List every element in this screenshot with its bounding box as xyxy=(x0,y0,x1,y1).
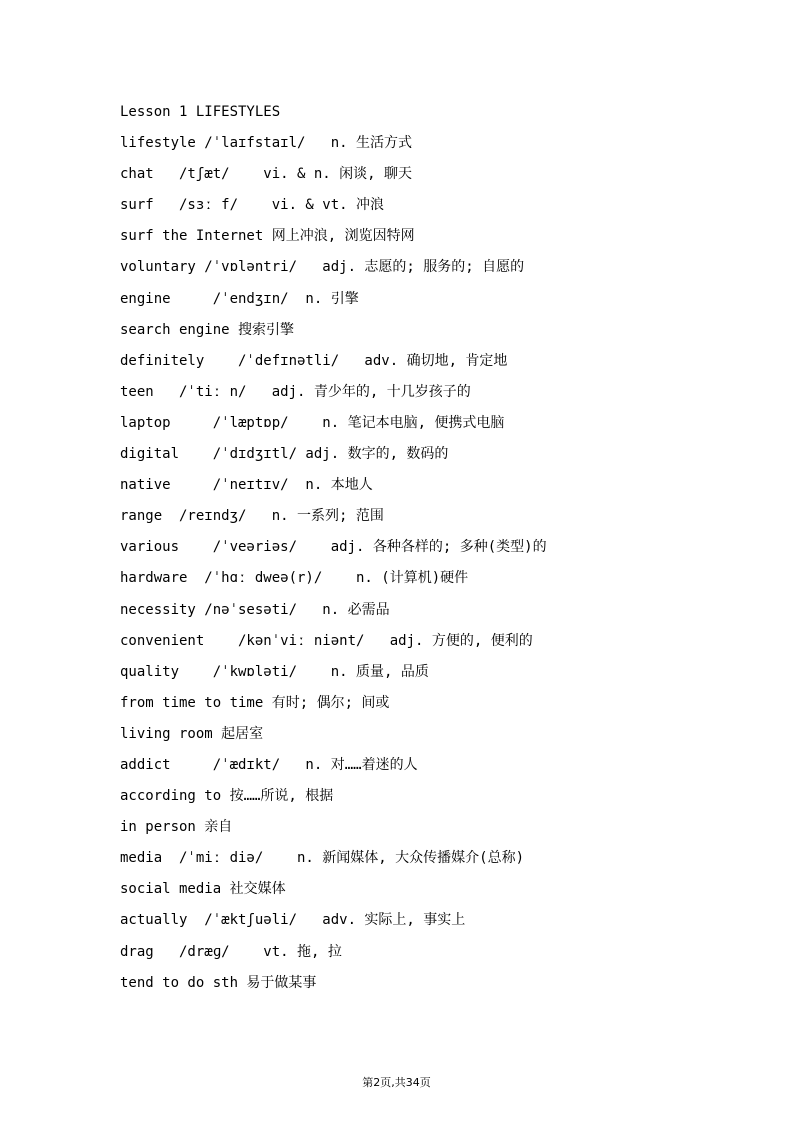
vocab-line: necessity /nəˈsesəti/ n. 必需品 xyxy=(120,601,390,618)
vocab-line: quality /ˈkwɒləti/ n. 质量, 品质 xyxy=(120,663,429,680)
vocab-line: chat /tʃæt/ vi. & n. 闲谈, 聊天 xyxy=(120,166,413,183)
vocab-line: laptop /ˈlæptɒp/ n. 笔记本电脑, 便携式电脑 xyxy=(120,414,505,431)
vocab-line: media /ˈmiː diə/ n. 新闻媒体, 大众传播媒介(总称) xyxy=(120,850,525,867)
lesson-title: Lesson 1 LIFESTYLES xyxy=(120,104,281,120)
vocab-line: convenient /kənˈviː niənt/ adj. 方便的, 便利的 xyxy=(120,632,533,649)
vocab-line: definitely /ˈdefɪnətli/ adv. 确切地, 肯定地 xyxy=(120,352,508,369)
page-number-footer: 第2页,共34页 xyxy=(362,1076,431,1089)
vocab-line: surf the Internet 网上冲浪, 浏览因特网 xyxy=(120,228,415,245)
vocab-line: from time to time 有时; 偶尔; 间或 xyxy=(120,694,390,711)
vocab-line: digital /ˈdɪdʒɪtl/ adj. 数字的, 数码的 xyxy=(120,446,449,463)
vocab-line: teen /ˈtiː n/ adj. 青少年的, 十几岁孩子的 xyxy=(120,383,471,400)
vocab-line: various /ˈveəriəs/ adj. 各种各样的; 多种(类型)的 xyxy=(120,539,547,556)
vocabulary-list xyxy=(120,100,760,1002)
vocab-line: tend to do sth 易于做某事 xyxy=(120,974,317,991)
vocab-line: living room 起居室 xyxy=(120,725,264,742)
vocab-line: drag /dræɡ/ vt. 拖, 拉 xyxy=(120,943,342,960)
vocab-line: voluntary /ˈvɒləntri/ adj. 志愿的; 服务的; 自愿的 xyxy=(120,259,525,276)
vocab-line: addict /ˈædɪkt/ n. 对……着迷的人 xyxy=(120,756,418,773)
vocab-line: actually /ˈæktʃuəli/ adv. 实际上, 事实上 xyxy=(120,912,466,929)
vocab-line: search engine 搜索引擎 xyxy=(120,321,295,338)
vocab-line: surf /sɜː f/ vi. & vt. 冲浪 xyxy=(120,197,385,214)
vocab-line: in person 亲自 xyxy=(120,819,233,836)
vocab-line: hardware /ˈhɑː dweə(r)/ n. (计算机)硬件 xyxy=(120,570,469,587)
vocab-line: range /reɪndʒ/ n. 一系列; 范围 xyxy=(120,508,384,525)
vocab-line: lifestyle /ˈlaɪfstaɪl/ n. 生活方式 xyxy=(120,135,413,152)
vocab-line: according to 按……所说, 根据 xyxy=(120,788,334,805)
vocab-line: native /ˈneɪtɪv/ n. 本地人 xyxy=(120,477,373,494)
vocab-line: engine /ˈendʒɪn/ n. 引擎 xyxy=(120,290,359,307)
vocab-line: social media 社交媒体 xyxy=(120,881,286,898)
